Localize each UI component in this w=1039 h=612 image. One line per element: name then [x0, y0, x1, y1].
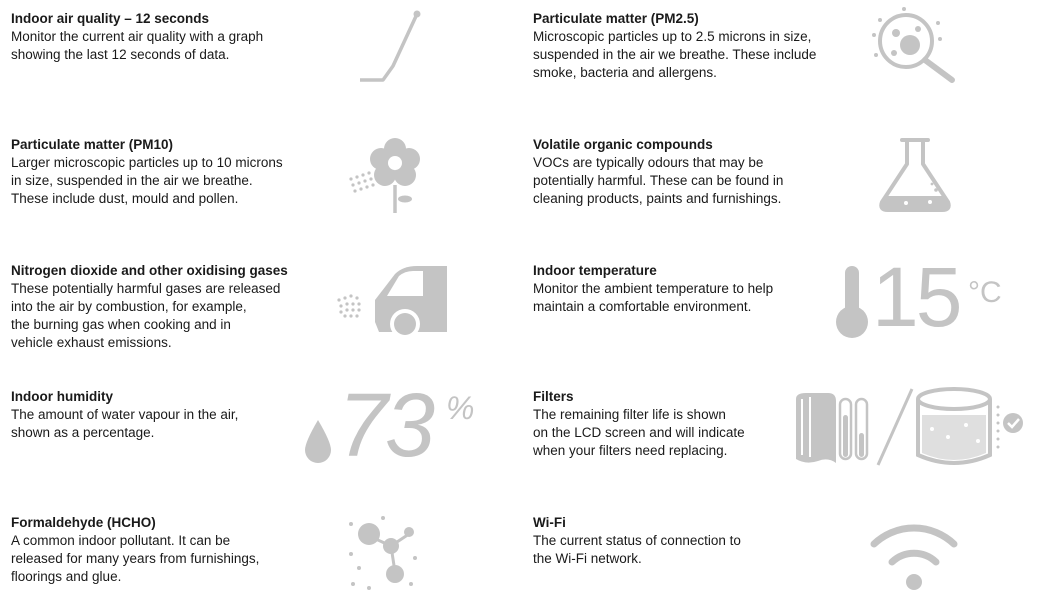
feature-title: Indoor humidity	[11, 389, 113, 404]
feature-desc-line: suspended in the air we breathe. These include	[533, 47, 817, 62]
feature-hcho	[11, 514, 331, 586]
feature-desc-line: smoke, bacteria and allergens.	[533, 65, 717, 80]
feature-desc-line: Monitor the ambient temperature to help	[533, 281, 774, 296]
feature-desc-line: Monitor the current air quality with a graph	[11, 29, 264, 44]
wifi-icon	[868, 514, 960, 594]
feature-desc-line: cleaning products, paints and furnishings.	[533, 191, 782, 206]
filter-icon	[792, 385, 1028, 470]
temperature-unit: °C	[968, 276, 1002, 309]
feature-title: Formaldehyde (HCHO)	[11, 515, 156, 530]
feature-filters	[533, 388, 813, 460]
car-exhaust-icon	[335, 262, 453, 342]
feature-title: Filters	[533, 389, 574, 404]
temperature-readout: 15	[872, 250, 960, 344]
feature-desc-line: the Wi-Fi network.	[533, 551, 642, 566]
line-graph-icon	[355, 8, 430, 86]
feature-pm25	[533, 10, 863, 82]
feature-air-quality	[11, 10, 331, 64]
feature-desc-line: showing the last 12 seconds of data.	[11, 47, 230, 62]
feature-title: Wi-Fi	[533, 515, 566, 530]
feature-humidity	[11, 388, 331, 442]
thermometer-icon	[832, 262, 872, 342]
feature-desc-line: on the LCD screen and will indicate	[533, 425, 745, 440]
humidity-unit: %	[446, 390, 475, 426]
feature-title: Particulate matter (PM10)	[11, 137, 174, 152]
feature-desc-line: maintain a comfortable environment.	[533, 299, 752, 314]
feature-desc-line: potentially harmful. These can be found in	[533, 173, 784, 188]
feature-desc-line: the burning gas when cooking and in	[11, 317, 231, 332]
flask-icon	[876, 136, 954, 214]
water-drop-icon	[303, 418, 333, 466]
feature-voc	[533, 136, 863, 208]
feature-title: Indoor temperature	[533, 263, 657, 278]
feature-wifi	[533, 514, 863, 568]
feature-title: Nitrogen dioxide and other oxidising gases	[11, 263, 288, 278]
feature-desc-line: released for many years from furnishings,	[11, 551, 260, 566]
feature-desc-line: The current status of connection to	[533, 533, 741, 548]
feature-temperature	[533, 262, 863, 316]
feature-desc-line: when your filters need replacing.	[533, 443, 728, 458]
feature-title: Volatile organic compounds	[533, 137, 713, 152]
feature-desc-line: into the air by combustion, for example,	[11, 299, 247, 314]
flower-pollen-icon	[345, 135, 425, 217]
feature-desc-line: These potentially harmful gases are released	[11, 281, 281, 296]
feature-desc-line: The amount of water vapour in the air,	[11, 407, 239, 422]
feature-desc-line: floorings and glue.	[11, 569, 122, 584]
feature-desc-line: in size, suspended in the air we breathe.	[11, 173, 253, 188]
feature-desc-line: VOCs are typically odours that may be	[533, 155, 764, 170]
feature-desc-line: A common indoor pollutant. It can be	[11, 533, 231, 548]
feature-desc-line: Microscopic particles up to 2.5 microns in size,	[533, 29, 812, 44]
feature-desc-line: These include dust, mould and pollen.	[11, 191, 239, 206]
feature-no2	[11, 262, 331, 352]
feature-pm10	[11, 136, 331, 208]
feature-desc-line: Larger microscopic particles up to 10 microns	[11, 155, 283, 170]
feature-title: Indoor air quality – 12 seconds	[11, 11, 210, 26]
magnifier-particles-icon	[868, 5, 960, 85]
feature-desc-line: The remaining filter life is shown	[533, 407, 726, 422]
feature-desc-line: shown as a percentage.	[11, 425, 155, 440]
feature-desc-line: vehicle exhaust emissions.	[11, 335, 172, 350]
molecule-icon	[345, 514, 420, 594]
feature-title: Particulate matter (PM2.5)	[533, 11, 699, 26]
humidity-readout: 73	[338, 376, 433, 476]
